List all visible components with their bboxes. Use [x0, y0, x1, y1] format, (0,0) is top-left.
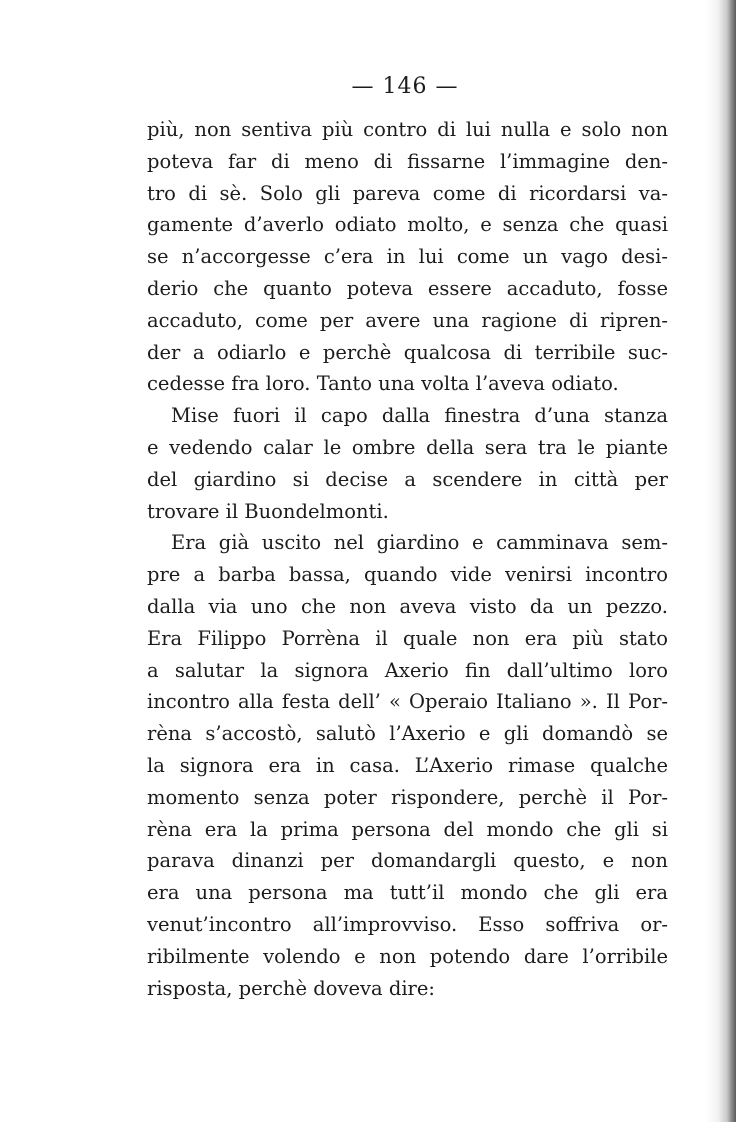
text-line: derio che quanto poteva essere accaduto, fosse — [147, 276, 668, 300]
text-line: e vedendo calar le ombre della sera tra le piante — [147, 435, 668, 459]
text-line: tro di sè. Solo gli pareva come di ricordarsi va- — [147, 181, 668, 205]
text-line: se n’accorgesse c’era in lui come un vago desi- — [147, 245, 668, 269]
text-line: momento senza poter rispondere, perchè il Por- — [147, 785, 668, 809]
text-line: del giardino si decise a scendere in città per — [147, 467, 668, 491]
text-line: cedesse fra loro. Tanto una volta l’aveva odiato. — [147, 372, 619, 396]
text-line: parava dinanzi per domandargli questo, e non — [147, 849, 668, 873]
page-body-text — [147, 114, 668, 1004]
text-line: la signora era in casa. L’Axerio rimase qualche — [147, 753, 668, 777]
text-line: rèna s’accostò, salutò l’Axerio e gli domandò se — [147, 722, 668, 746]
text-line: venut’incontro all’improvviso. Esso soffriva or- — [147, 912, 668, 936]
text-line: pre a barba bassa, quando vide venirsi incontro — [147, 563, 668, 587]
text-line: Mise fuori il capo dalla finestra d’una stanza — [171, 404, 668, 428]
text-line: incontro alla festa dell’ « Operaio Italiano ». Il Por- — [147, 690, 668, 714]
text-line: risposta, perchè doveva dire: — [147, 976, 435, 1000]
text-line: dalla via uno che non aveva visto da un pezzo. — [147, 594, 668, 618]
text-line: gamente d’averlo odiato molto, e senza che quasi — [147, 213, 668, 237]
text-line: Era già uscito nel giardino e camminava sem- — [171, 531, 668, 555]
text-line: rèna era la prima persona del mondo che gli si — [147, 817, 668, 841]
page-binding-edge — [706, 0, 736, 1122]
text-line: era una persona ma tutt’il mondo che gli era — [147, 881, 668, 905]
text-line: trovare il Buondelmonti. — [147, 499, 389, 523]
text-line: Era Filippo Porrèna il quale non era più stato — [147, 626, 668, 650]
page-number: — 146 — — [351, 74, 459, 99]
text-line: ribilmente volendo e non potendo dare l’orribile — [147, 944, 668, 968]
text-line: poteva far di meno di fissarne l’immagine den- — [147, 149, 668, 173]
text-line: più, non sentiva più contro di lui nulla e solo non — [147, 118, 668, 141]
text-line: a salutar la signora Axerio fin dall’ultimo loro — [147, 658, 668, 682]
text-line: accaduto, come per avere una ragione di ripren- — [147, 308, 668, 332]
text-line: der a odiarlo e perchè qualcosa di terribile suc- — [147, 340, 668, 364]
